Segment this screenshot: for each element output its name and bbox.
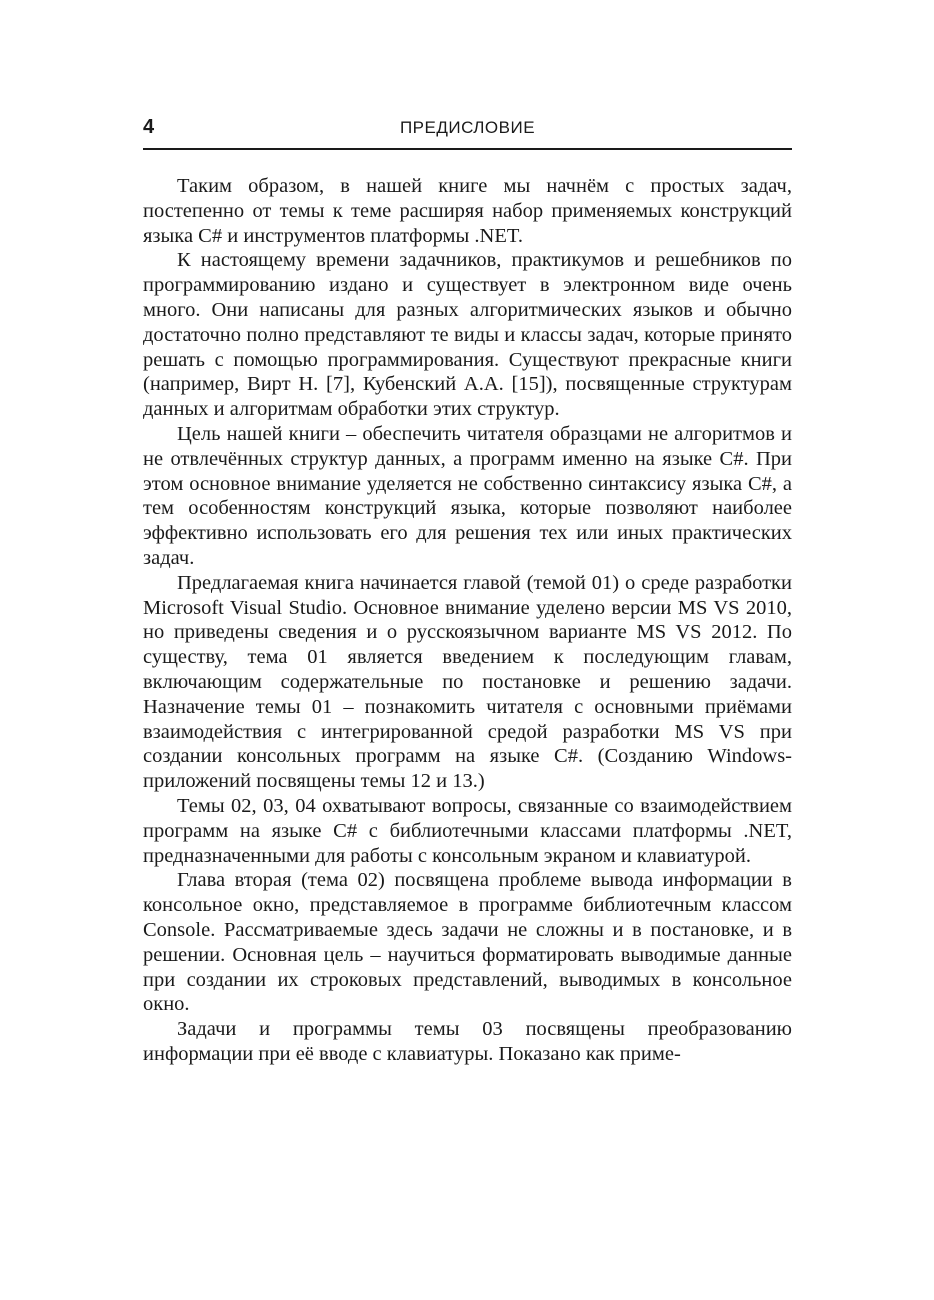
paragraph: Задачи и программы темы 03 посвящены преобразованию информации при её вводе с клавиатуры. Показано как приме- [143,1018,792,1065]
paragraph: Таким образом, в нашей книге мы начнём с простых задач, постепенно от темы к теме расширяя набор применяемых конструкций языка C# и инструментов платформы .NET. [143,175,792,247]
paragraph: Глава вторая (тема 02) посвящена проблеме вывода информации в консольное окно, представляемое в программе библиотечным классом Console. Рассматриваемые здесь задачи не сложны и в постановке, и в решении. Основная цель – научиться форматировать выводимые данные при создании их строковых представлений, выводимых в консольное окно. [143,869,792,1016]
running-title: ПРЕДИСЛОВИЕ [399,118,536,137]
page-header [143,112,792,150]
paragraph: Темы 02, 03, 04 охватывают вопросы, связанные со взаимодействием программ на языке C# с библиотечными классами платформы .NET, предназначенными для работы с консольным экраном и клавиатурой. [143,794,792,867]
body-text [143,174,792,1067]
book-page [143,112,792,1067]
paragraph: Цель нашей книги – обеспечить читателя образцами не алгоритмов и не отвлечённых структур данных, а программ именно на языке C#. При этом основное внимание уделяется не собственно синтаксису языка C#, а тем особенностям конструкций языка, которые позволяют наиболее эффективно использовать его для решения тех или иных практических задач. [143,422,792,569]
paragraph: К настоящему времени задачников, практикумов и решебников по программированию издано и существует в электронном виде очень много. Они написаны для разных алгоритмических языков и обычно достаточно полно представляют те виды и классы задач, которые принято решать с помощью программирования. Существуют прекрасные книги (например, Вирт Н. [7], Кубенский А.А. [15]), посвященные структурам данных и алгоритмам обработки этих структур. [143,249,792,421]
page-number: 4 [143,116,155,138]
paragraph: Предлагаемая книга начинается главой (темой 01) о среде разработки Microsoft Visual Studio. Основное внимание уделено версии MS VS 2010, но приведены сведения и о русскоязычном варианте MS VS 2012. По существу, тема 01 является введением к последующим главам, включающим содержательные по постановке и решению задачи. Назначение темы 01 – познакомить читателя с основными приёмами взаимодействия с интегрированной средой разработки MS VS при создании консольных программ на языке C#. (Созданию Windows-приложений посвящены темы 12 и 13.) [143,571,792,793]
